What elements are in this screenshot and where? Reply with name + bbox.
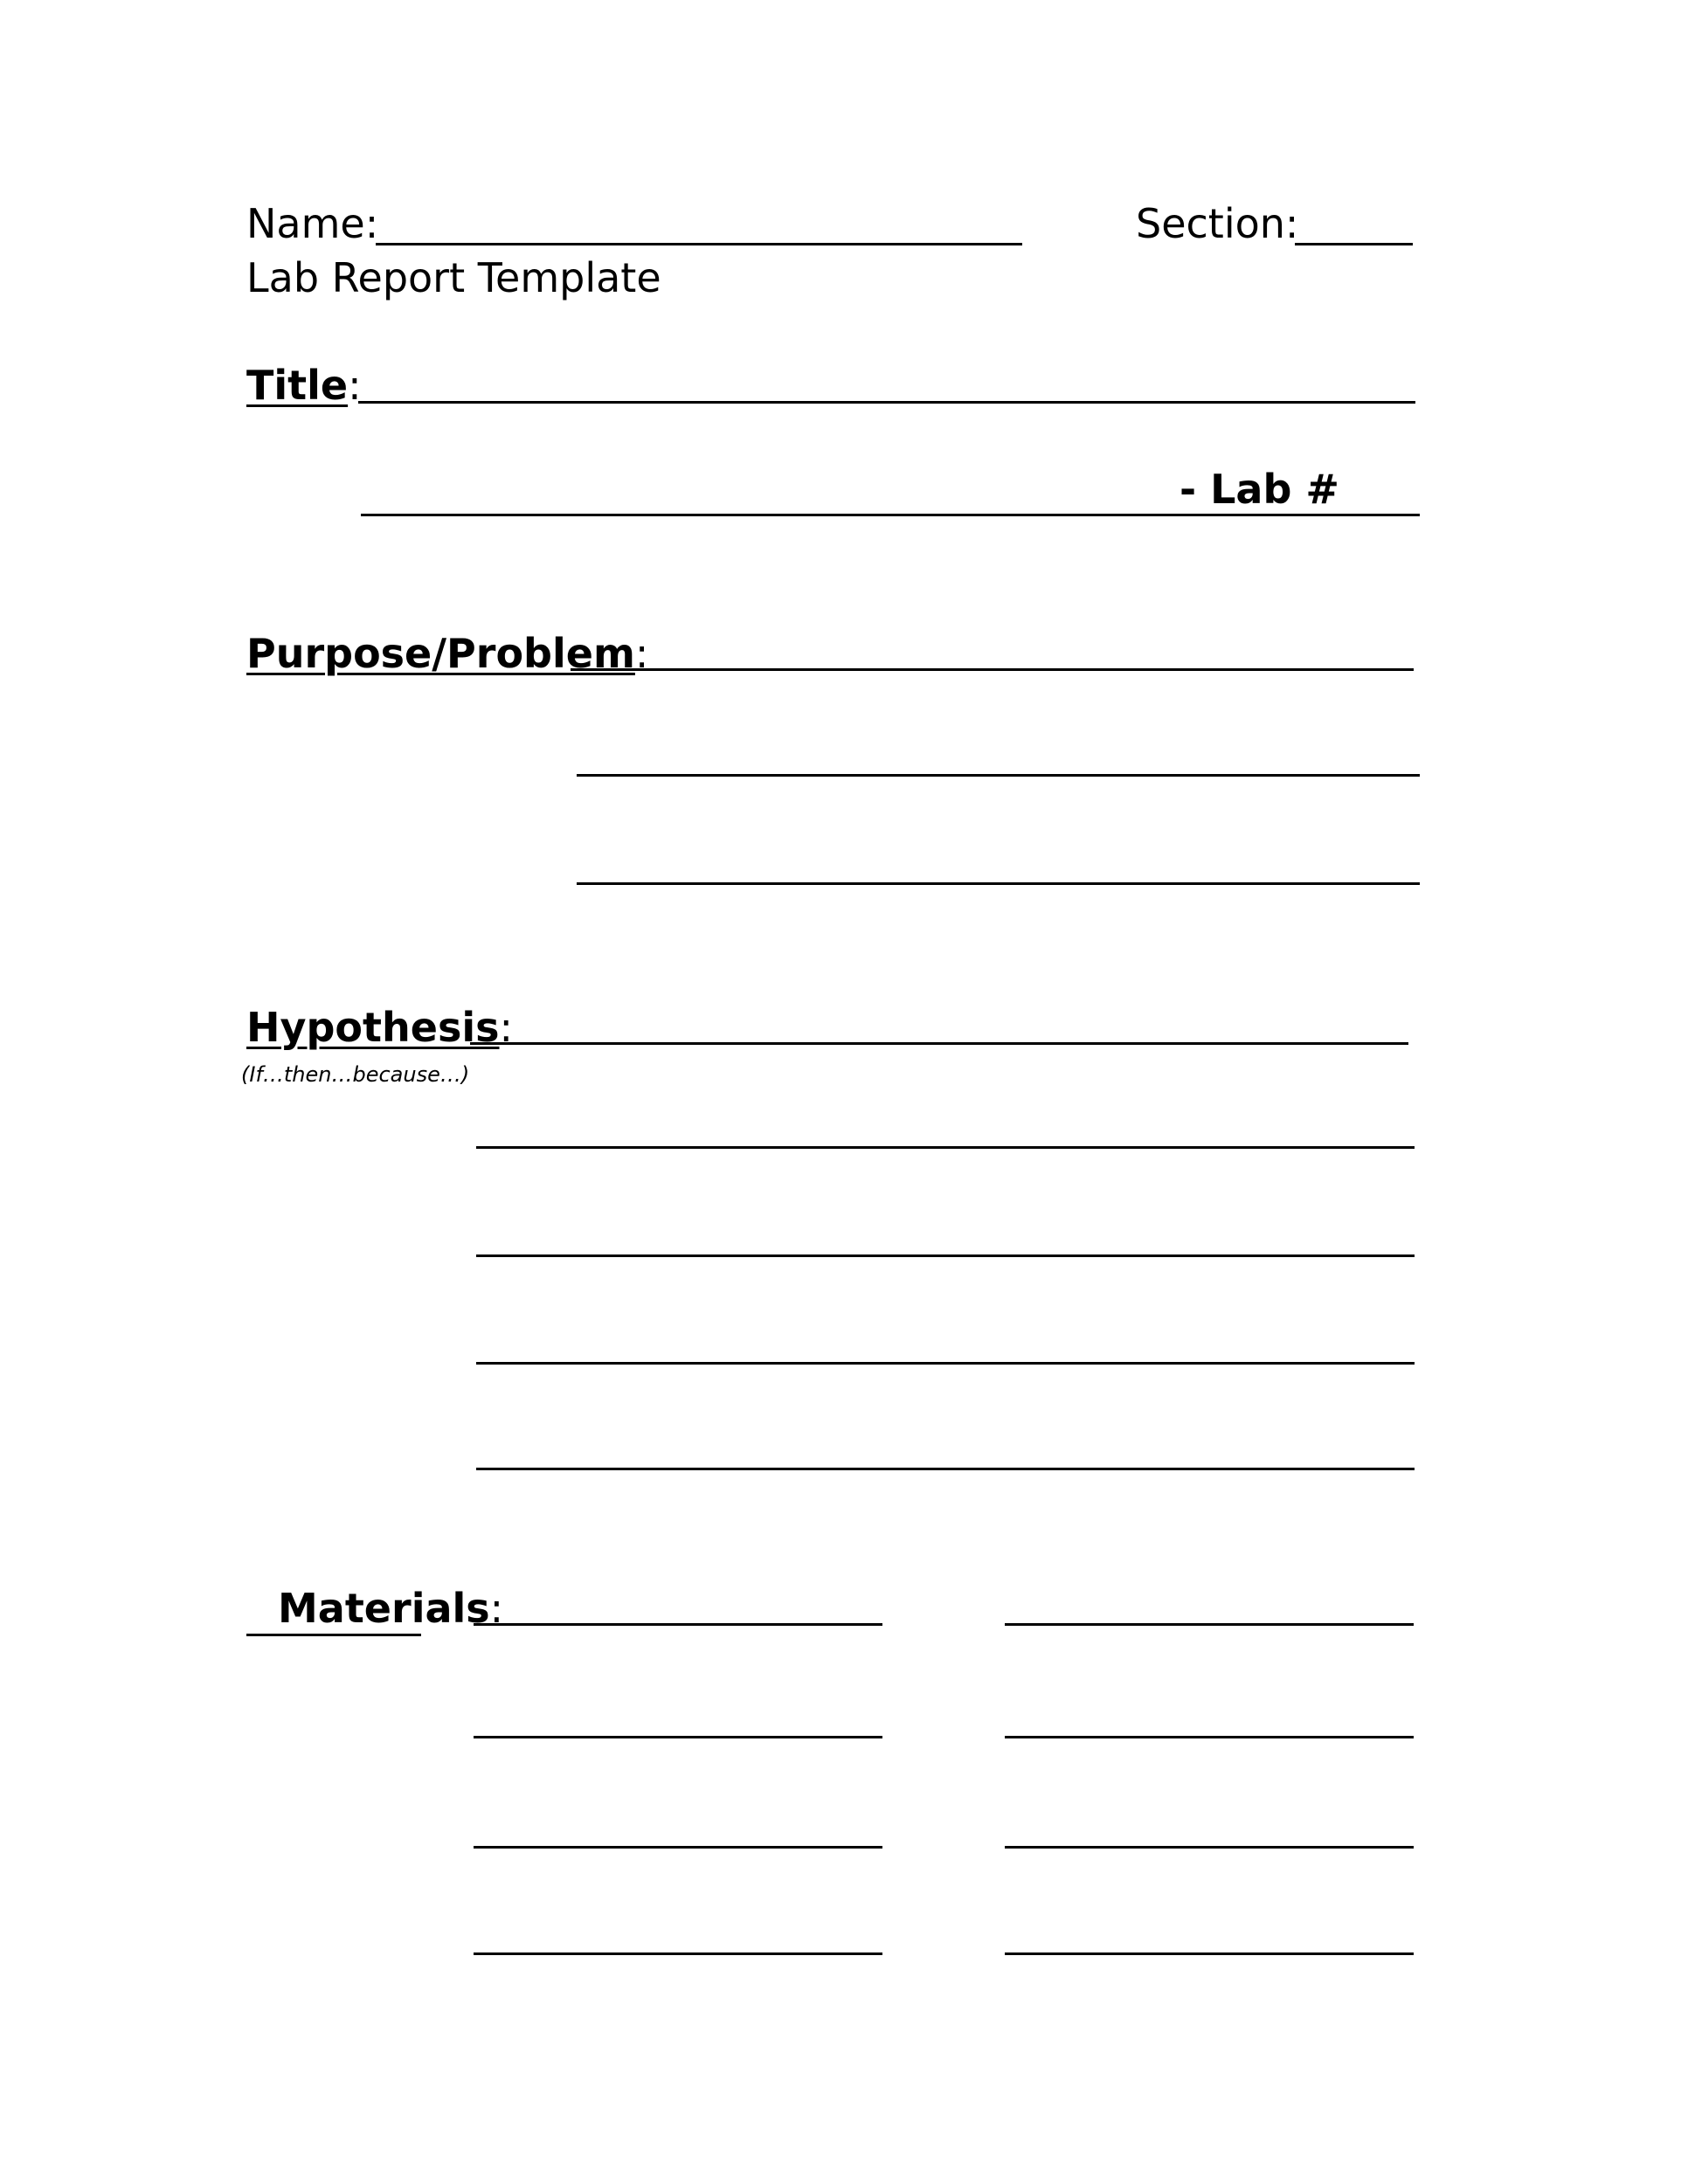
- hypothesis-colon: :: [499, 1004, 513, 1051]
- materials-blank-line-right-1[interactable]: [1005, 1623, 1414, 1626]
- title-label-text: Title: [246, 362, 349, 409]
- hypothesis-blank-line-3[interactable]: [476, 1254, 1415, 1257]
- purpose-blank-line-3[interactable]: [577, 882, 1420, 885]
- materials-blank-line-right-2[interactable]: [1005, 1736, 1414, 1738]
- purpose-blank-line-1[interactable]: [571, 668, 1414, 671]
- section-label: Section:: [1136, 200, 1299, 247]
- purpose-label-text: Purpose/Problem: [246, 630, 635, 677]
- title-label: [246, 362, 362, 409]
- title-blank-line-1[interactable]: [358, 401, 1415, 404]
- hypothesis-blank-line-1[interactable]: [470, 1042, 1408, 1045]
- materials-blank-line-left-1[interactable]: [474, 1623, 882, 1626]
- name-blank-line[interactable]: [376, 243, 1022, 245]
- purpose-blank-line-2[interactable]: [577, 774, 1420, 777]
- materials-blank-line-left-3[interactable]: [474, 1846, 882, 1849]
- materials-colon: :: [489, 1585, 504, 1632]
- document-subtitle: Lab Report Template: [246, 254, 661, 301]
- hypothesis-label-text: Hypothesis: [246, 1004, 500, 1051]
- materials-label-text: Materials: [278, 1585, 490, 1632]
- purpose-colon: :: [634, 630, 649, 677]
- hypothesis-hint: (If…then…because…): [241, 1062, 470, 1087]
- materials-blank-line-right-4[interactable]: [1005, 1952, 1414, 1955]
- name-label: Name:: [246, 200, 379, 247]
- hypothesis-blank-line-5[interactable]: [476, 1468, 1415, 1470]
- materials-label: [278, 1585, 504, 1632]
- title-blank-line-2[interactable]: [361, 514, 1420, 516]
- materials-blank-line-left-2[interactable]: [474, 1736, 882, 1738]
- materials-blank-line-left-4[interactable]: [474, 1952, 882, 1955]
- lab-number-label: - Lab #: [1180, 466, 1339, 513]
- hypothesis-blank-line-2[interactable]: [476, 1146, 1415, 1149]
- title-colon: :: [348, 362, 362, 409]
- materials-label-underline: [246, 1634, 421, 1636]
- materials-blank-line-right-3[interactable]: [1005, 1846, 1414, 1849]
- section-blank-line[interactable]: [1295, 243, 1413, 245]
- hypothesis-blank-line-4[interactable]: [476, 1362, 1415, 1365]
